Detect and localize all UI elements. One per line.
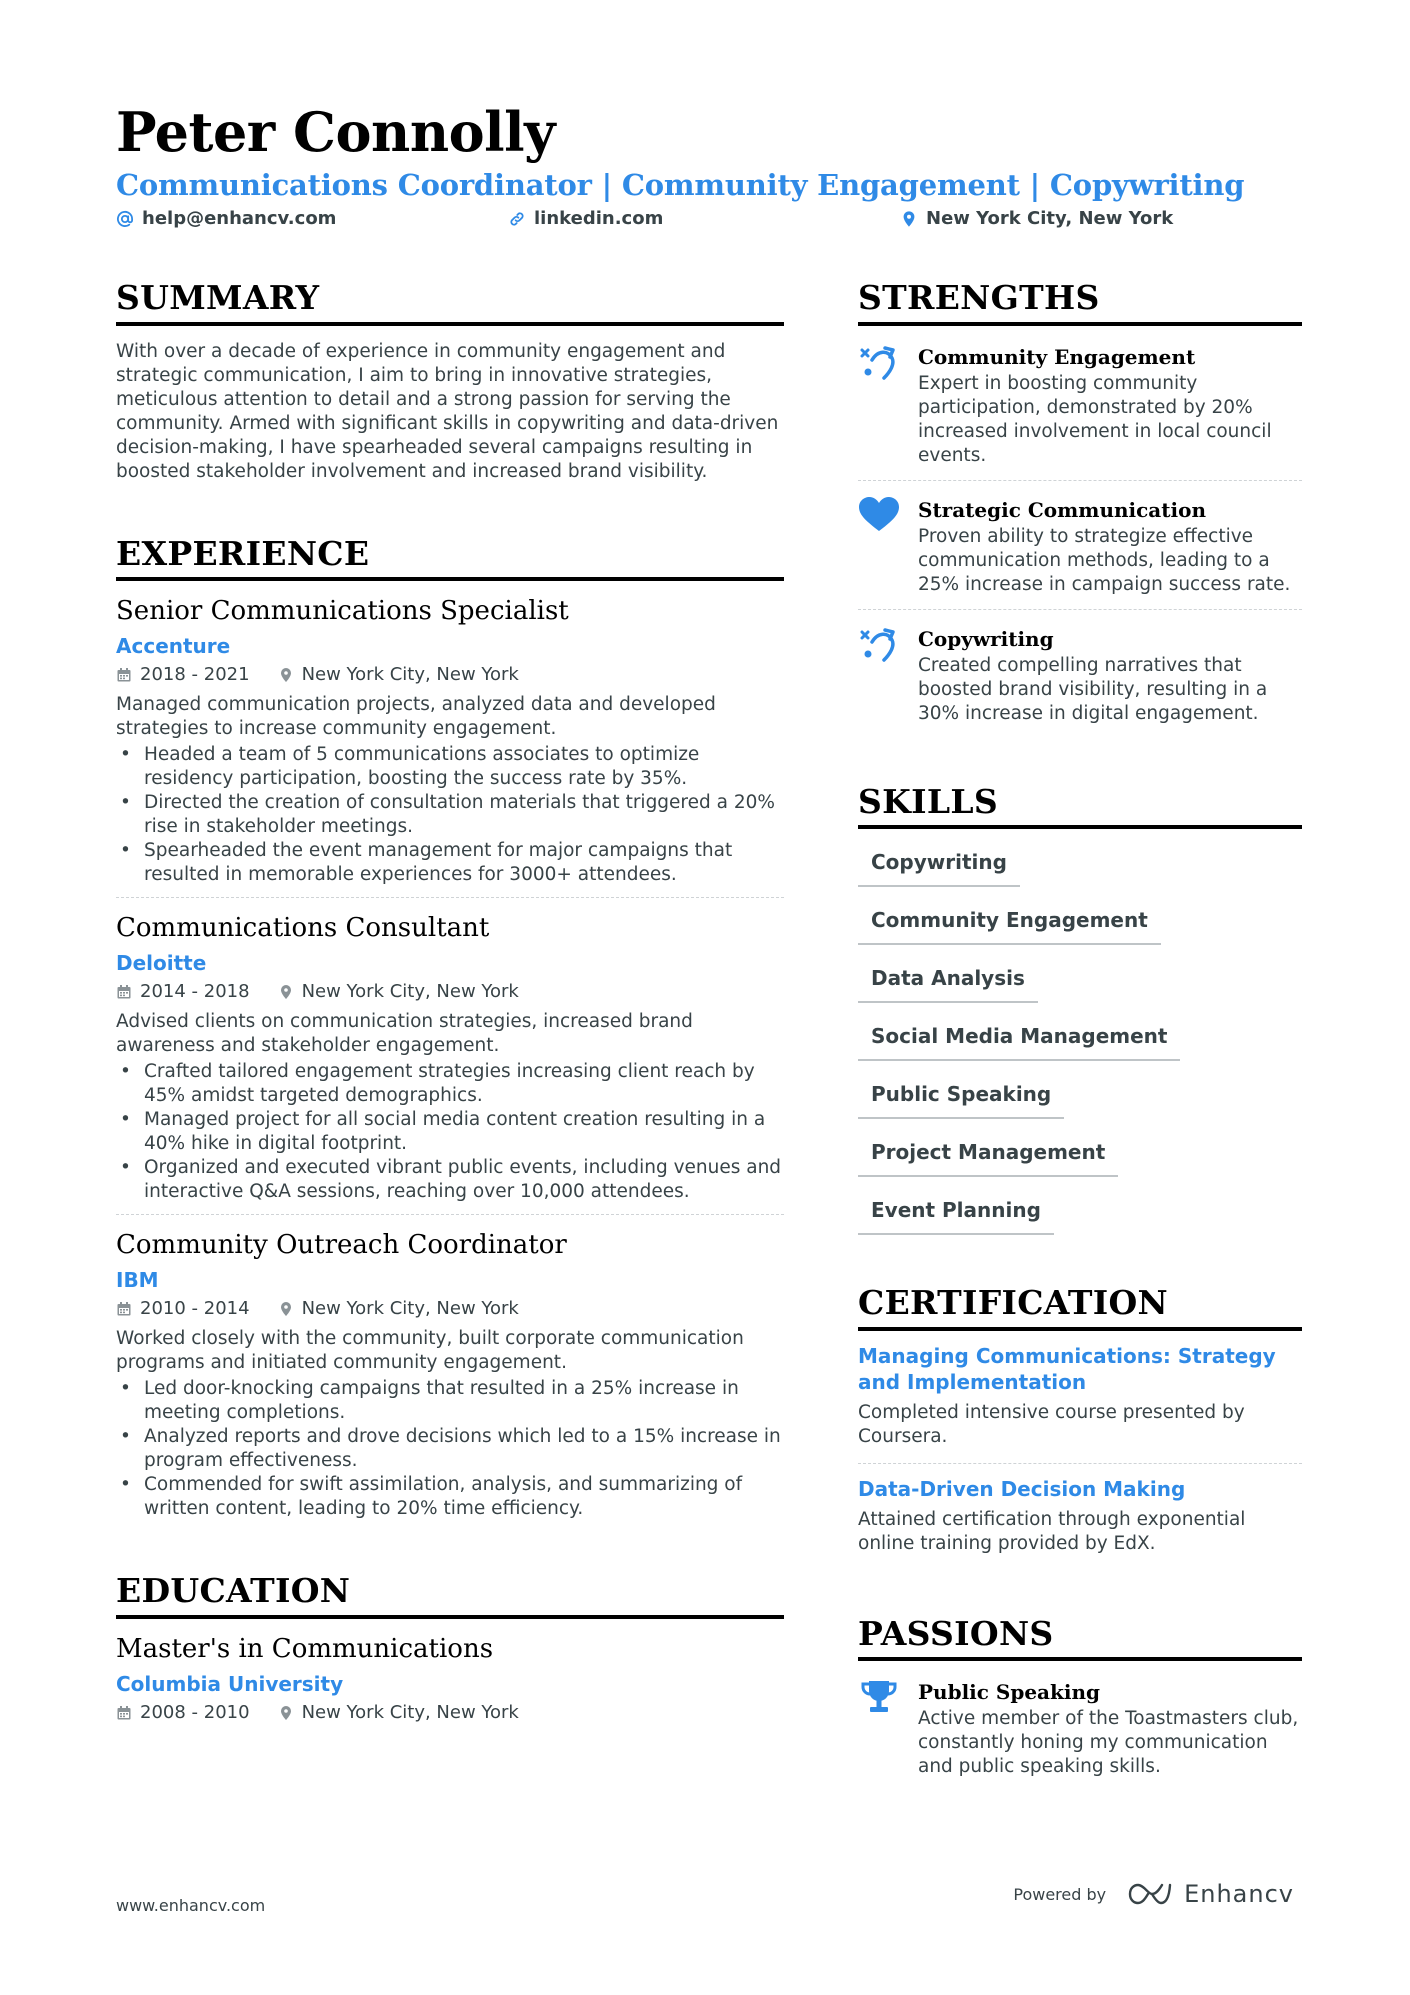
job-bullet: • Crafted tailored engagement strategies increasing client reach by 45% amidst targeted demographics. xyxy=(116,1060,784,1108)
education-meta xyxy=(116,1699,784,1727)
location-pin-icon xyxy=(900,210,918,228)
powered-by-label: Powered by xyxy=(1013,1884,1107,1904)
left-column xyxy=(116,278,784,1727)
right-column xyxy=(858,278,1302,1791)
strength-title: Community Engagement xyxy=(918,344,1196,369)
skill-tag: Event Planning xyxy=(858,1195,1054,1235)
heart-icon xyxy=(858,497,900,535)
passions-section xyxy=(858,1614,1302,1792)
at-icon xyxy=(116,210,134,228)
skills-list xyxy=(858,847,1302,1235)
job-entry xyxy=(116,897,784,1214)
contact-email[interactable] xyxy=(116,208,336,229)
strengths-heading: STRENGTHS xyxy=(858,278,1302,326)
education-heading: EDUCATION xyxy=(116,1571,784,1619)
experience-heading: EXPERIENCE xyxy=(116,534,784,582)
skill-tag: Social Media Management xyxy=(858,1021,1180,1061)
certification-title: Data-Driven Decision Making xyxy=(858,1476,1186,1501)
contact-email-text: help@enhancv.com xyxy=(142,208,337,229)
certification-item xyxy=(858,1463,1302,1570)
job-bullet: • Headed a team of 5 communications associates to optimize residency participation, boosting the success rate by 35%. xyxy=(116,743,784,791)
skill-tag: Project Management xyxy=(858,1137,1118,1177)
skill-tag: Data Analysis xyxy=(858,963,1038,1003)
strength-text: Proven ability to strategize effective communication methods, leading to a 25% increase in campaign success rate. xyxy=(918,525,1291,595)
link-icon xyxy=(508,210,526,228)
strength-item xyxy=(858,480,1302,609)
job-dates: 2014 - 2018 xyxy=(140,981,250,1003)
location-pin-icon xyxy=(278,1705,294,1721)
calendar-icon xyxy=(116,984,132,1000)
education-location: New York City, New York xyxy=(301,1701,519,1723)
candidate-name: Peter Connolly xyxy=(116,100,556,164)
calendar-icon xyxy=(116,667,132,683)
education-section xyxy=(116,1571,784,1727)
job-dates: 2018 - 2021 xyxy=(140,664,250,686)
passions-heading: PASSIONS xyxy=(858,1614,1302,1662)
job-description: Advised clients on communication strategies, increased brand awareness and stakeholder engagement. xyxy=(116,1011,693,1057)
strength-text: Created compelling narratives that boosted brand visibility, resulting in a 30% increase in digital engagement. xyxy=(918,654,1268,724)
job-meta xyxy=(116,661,784,689)
experience-section xyxy=(116,534,784,1532)
candidate-headline: Communications Coordinator | Community Engagement | Copywriting xyxy=(116,168,1245,202)
location-pin-icon xyxy=(278,1301,294,1317)
company-name: Accenture xyxy=(116,634,231,659)
job-bullet: • Analyzed reports and drove decisions which led to a 15% increase in program effectiveness. xyxy=(116,1425,784,1473)
strategy-icon xyxy=(858,626,900,664)
summary-section xyxy=(116,278,784,484)
company-name: Deloitte xyxy=(116,951,207,976)
footer-website[interactable]: www.enhancv.com xyxy=(116,1896,266,1915)
passion-text: Active member of the Toastmasters club, constantly honing my communication and public speaking skills. xyxy=(918,1708,1299,1778)
calendar-icon xyxy=(116,1301,132,1317)
job-location: New York City, New York xyxy=(301,664,519,686)
calendar-icon xyxy=(116,1705,132,1721)
job-bullet: • Led door-knocking campaigns that resulted in a 25% increase in meeting completions. xyxy=(116,1377,784,1425)
job-meta xyxy=(116,978,784,1006)
job-bullets xyxy=(116,1060,784,1204)
certification-heading: CERTIFICATION xyxy=(858,1283,1302,1331)
company-name: IBM xyxy=(116,1268,159,1293)
degree-title: Master's in Communications xyxy=(116,1633,494,1664)
job-meta xyxy=(116,1295,784,1323)
contact-linkedin[interactable] xyxy=(508,208,663,229)
brand-name: Enhancv xyxy=(1184,1880,1294,1908)
strength-title: Strategic Communication xyxy=(918,497,1206,522)
certification-item xyxy=(858,1331,1302,1463)
job-title: Senior Communications Specialist xyxy=(116,596,569,627)
job-bullets xyxy=(116,743,784,887)
job-description: Managed communication projects, analyzed data and developed strategies to increase community engagement. xyxy=(116,694,716,740)
job-dates: 2010 - 2014 xyxy=(140,1298,250,1320)
certification-section xyxy=(858,1283,1302,1570)
job-bullet: • Managed project for all social media content creation resulting in a 40% hike in digital footprint. xyxy=(116,1108,784,1156)
job-bullet: • Commended for swift assimilation, analysis, and summarizing of written content, leading to 20% time efficiency. xyxy=(116,1473,784,1521)
strengths-section xyxy=(858,278,1302,738)
job-entry xyxy=(116,593,784,897)
job-location: New York City, New York xyxy=(301,1298,519,1320)
job-title: Communications Consultant xyxy=(116,913,490,944)
footer-branding xyxy=(1013,1880,1294,1908)
summary-text: With over a decade of experience in community engagement and strategic communication, I aim to bring in innovative strategies, meticulous attention to detail and a strong passion for serving the community. Armed with significant skills in copywriting and data-driven decision-making, I have spearheaded several campaigns resulting in boosted stakeholder involvement and increased brand visibility. xyxy=(116,340,779,482)
job-title: Community Outreach Coordinator xyxy=(116,1230,567,1261)
brand-logo[interactable] xyxy=(1126,1880,1294,1908)
enhancv-logo-icon xyxy=(1126,1881,1174,1907)
strength-item xyxy=(858,609,1302,738)
trophy-icon xyxy=(858,1679,900,1717)
job-bullets xyxy=(116,1377,784,1521)
contact-location-text: New York City, New York xyxy=(926,208,1174,229)
strength-item xyxy=(858,326,1302,480)
contact-location xyxy=(900,208,1173,229)
education-dates: 2008 - 2010 xyxy=(140,1701,250,1723)
job-bullet: • Organized and executed vibrant public events, including venues and interactive Q&A sessions, reaching over 10,000 attendees. xyxy=(116,1156,784,1204)
job-bullet: • Spearheaded the event management for major campaigns that resulted in memorable experiences for 3000+ attendees. xyxy=(116,839,784,887)
education-entry xyxy=(116,1631,784,1727)
passion-item xyxy=(858,1661,1302,1791)
strategy-icon xyxy=(858,344,900,382)
skill-tag: Copywriting xyxy=(858,847,1020,887)
job-description: Worked closely with the community, built corporate communication programs and initiated community engagement. xyxy=(116,1328,744,1374)
location-pin-icon xyxy=(278,984,294,1000)
certification-title: Managing Communications: Strategy and Implementation xyxy=(858,1343,1276,1394)
passion-title: Public Speaking xyxy=(918,1680,1100,1705)
summary-heading: SUMMARY xyxy=(116,278,784,326)
job-entry xyxy=(116,1214,784,1531)
certification-text: Completed intensive course presented by Coursera. xyxy=(858,1401,1245,1447)
skill-tag: Community Engagement xyxy=(858,905,1161,945)
job-location: New York City, New York xyxy=(301,981,519,1003)
skills-heading: SKILLS xyxy=(858,782,1302,830)
skills-section xyxy=(858,782,1302,1236)
strength-title: Copywriting xyxy=(918,626,1054,651)
location-pin-icon xyxy=(278,667,294,683)
contact-linkedin-text: linkedin.com xyxy=(534,208,664,229)
skill-tag: Public Speaking xyxy=(858,1079,1064,1119)
job-bullet: • Directed the creation of consultation materials that triggered a 20% rise in stakeholder meetings. xyxy=(116,791,784,839)
school-name: Columbia University xyxy=(116,1671,344,1696)
certification-text: Attained certification through exponential online training provided by EdX. xyxy=(858,1508,1246,1554)
strength-text: Expert in boosting community participation, demonstrated by 20% increased involvement in local council events. xyxy=(918,372,1272,466)
